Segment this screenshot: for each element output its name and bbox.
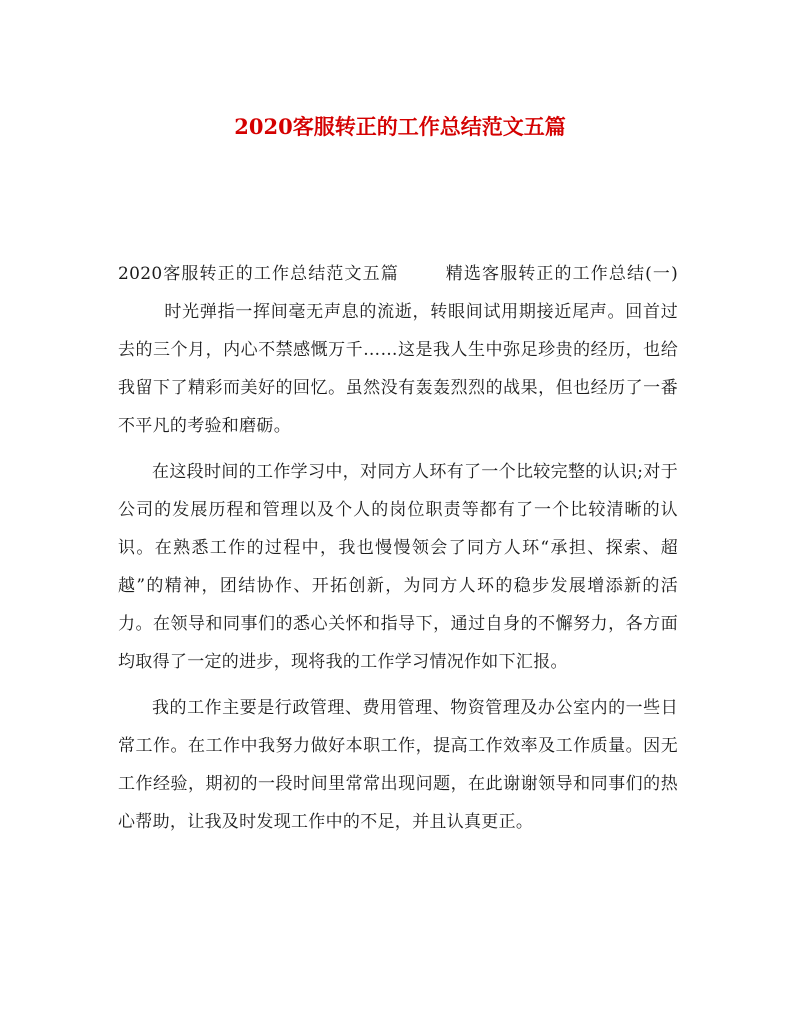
paragraph-1 (118, 255, 678, 445)
document-title: 2020客服转正的工作总结范文五篇 (234, 114, 566, 139)
paragraph-2: 在这段时间的工作学习中，对同方人环有了一个比较完整的认识;对于公司的发展历程和管理以及个人的岗位职责等都有了一个比较清晰的认识。在熟悉工作的过程中，我也慢慢领会了同方人环“承担、探索、超越”的精神，团结协作、开拓创新，为同方人环的稳步发展增添新的活力。在领导和同事们的悉心关怀和指导下，通过自身的不懈努力，各方面均取得了一定的进步，现将我的工作学习情况作如下汇报。 (118, 462, 678, 672)
paragraph-1-heading: 2020客服转正的工作总结范文五篇 (118, 264, 399, 284)
paragraph-1-text: 时光弹指一挥间毫无声息的流逝，转眼间试用期接近尾声。回首过去的三个月，内心不禁感慨万千……这是我人生中弥足珍贵的经历，也给我留下了精彩而美好的回忆。虽然没有轰轰烈烈的战果，但也经历了一番不平凡的考验和磨砺。 (118, 302, 678, 436)
paragraph-1-subheading: 精选客服转正的工作总结(一) (444, 264, 678, 284)
paragraph-3: 我的工作主要是行政管理、费用管理、物资管理及办公室内的一些日常工作。在工作中我努力做好本职工作，提高工作效率及工作质量。因无工作经验，期初的一段时间里常常出现问题，在此谢谢领导和同事们的热心帮助，让我及时发现工作中的不足，并且认真更正。 (118, 698, 678, 832)
document-body (118, 255, 678, 849)
